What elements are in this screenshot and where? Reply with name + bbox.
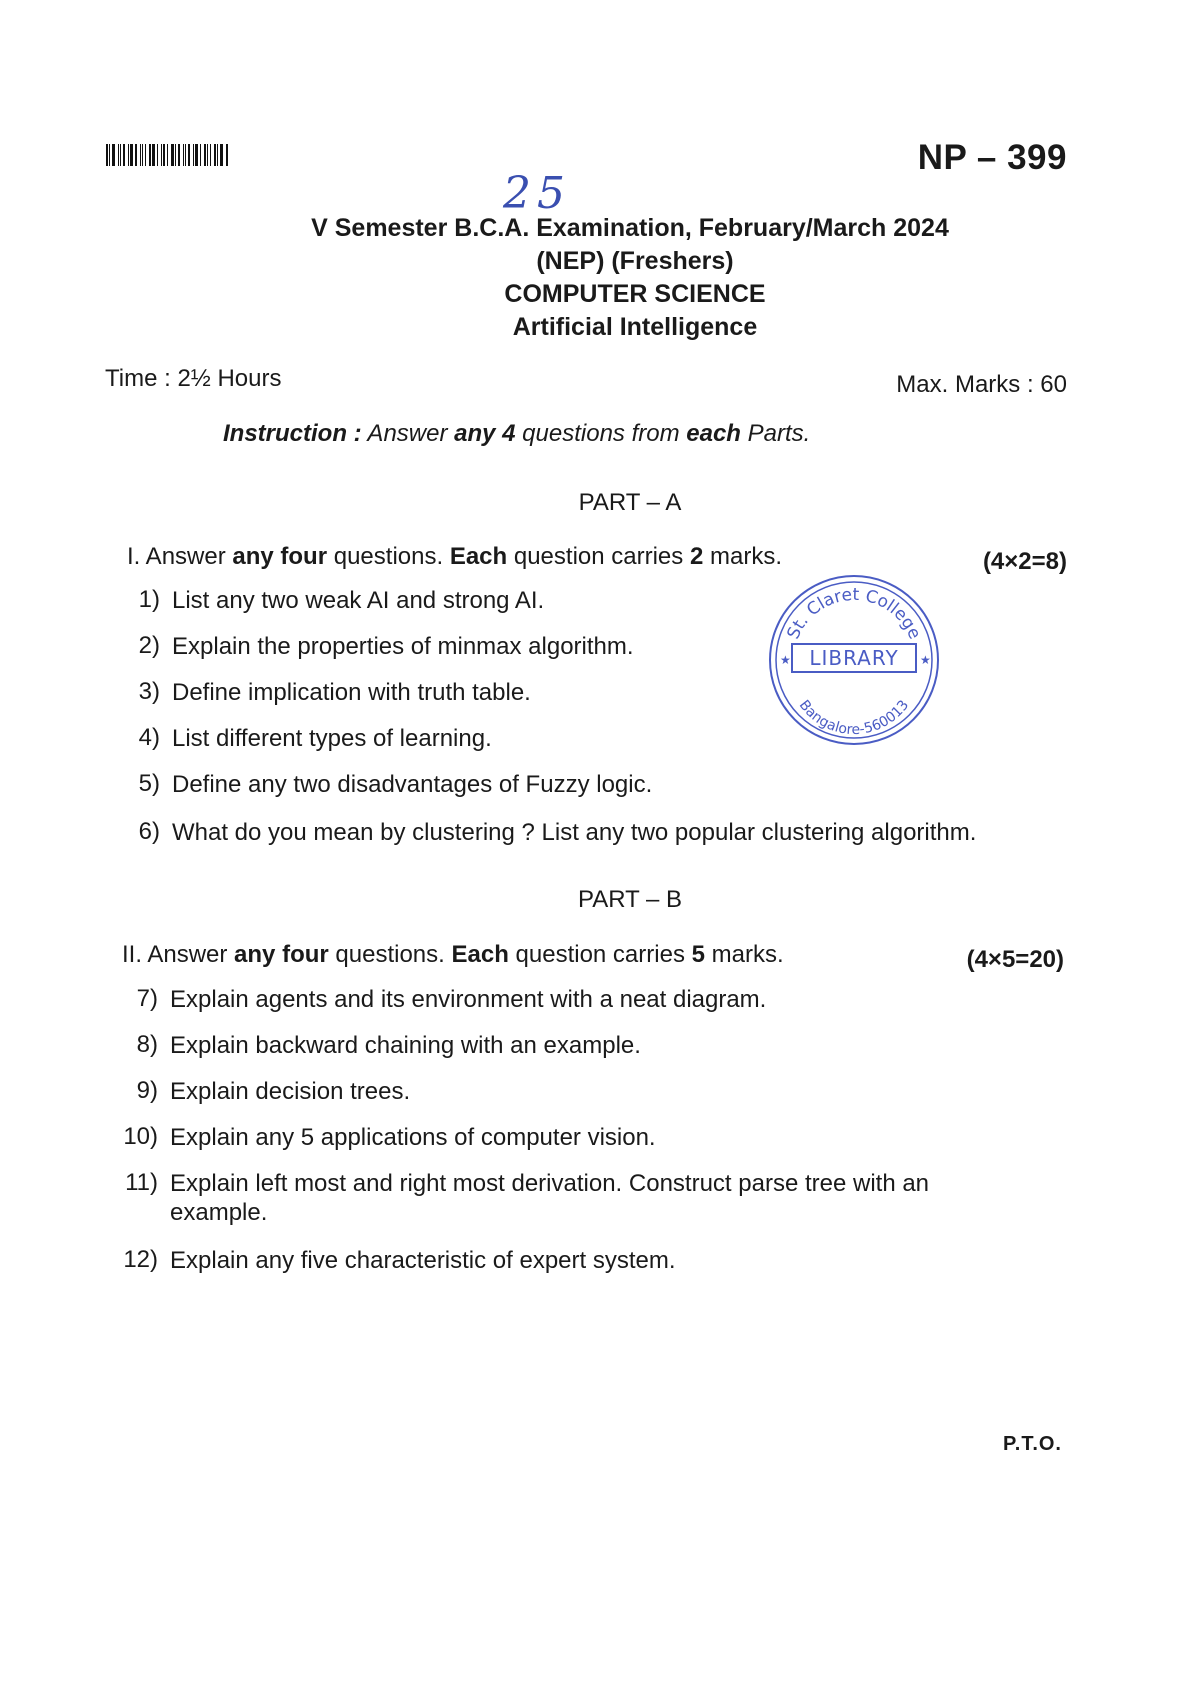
barcode-bar — [175, 144, 176, 166]
barcode-bar — [161, 144, 162, 166]
question-item — [98, 1031, 998, 1060]
barcode-bar — [109, 144, 110, 166]
question-item — [98, 1169, 1018, 1227]
question-text: Define implication with truth table. — [172, 679, 531, 706]
question-text: List any two weak AI and strong AI. — [172, 587, 545, 614]
directions-text: question carries — [507, 543, 690, 570]
stamp-top-text: St. Claret College — [783, 584, 925, 643]
question-item — [100, 724, 860, 753]
exam-scheme: (NEP) (Freshers) — [536, 247, 734, 275]
question-item — [100, 586, 860, 615]
barcode-bar — [226, 144, 228, 166]
directions-text: marks. — [704, 941, 784, 968]
barcode-bar — [210, 144, 211, 166]
barcode-bar — [220, 144, 223, 166]
question-text: Explain backward chaining with an example. — [170, 1032, 641, 1059]
barcode-bar — [167, 144, 168, 166]
time-allowed: Time : 2½ Hours — [105, 365, 282, 392]
barcode-bar — [214, 144, 216, 166]
barcode-bar — [200, 144, 201, 166]
directions-emphasis: Each — [449, 543, 508, 570]
barcode-bar — [135, 144, 137, 166]
page-turn-over: P.T.O. — [1003, 1433, 1062, 1455]
question-item — [100, 678, 860, 707]
barcode-bar — [152, 144, 155, 166]
directions-emphasis: 2 — [689, 543, 704, 570]
question-number: 5) — [138, 770, 160, 797]
barcode-bar — [142, 144, 143, 166]
question-number: 4) — [138, 724, 160, 751]
barcode-bar — [157, 144, 158, 166]
barcode-bar — [118, 144, 119, 166]
barcode-bar — [195, 144, 198, 166]
stamp-bottom-text: Bangalore-560013 — [795, 697, 913, 739]
question-number: 2) — [138, 632, 160, 659]
question-text: Explain left most and right most derivation. Construct parse tree with an example. — [170, 1170, 930, 1226]
part-a-title: PART – A — [578, 489, 682, 516]
barcode-bar — [163, 144, 165, 166]
part-b-directions — [122, 941, 784, 969]
question-text: Define any two disadvantages of Fuzzy logic. — [172, 771, 653, 798]
question-item — [98, 1123, 998, 1152]
instruction-emphasis: each — [686, 420, 741, 447]
question-number: 1) — [138, 586, 160, 613]
barcode-bar — [112, 144, 115, 166]
barcode-bar — [183, 144, 184, 166]
question-item — [100, 770, 860, 799]
instruction — [223, 420, 810, 448]
question-item — [98, 1077, 998, 1106]
barcode-bar — [188, 144, 190, 166]
question-text: Explain agents and its environment with a neat diagram. — [170, 986, 767, 1013]
question-text: List different types of learning. — [172, 725, 492, 752]
exam-course: Artificial Intelligence — [512, 313, 758, 341]
barcode-bar — [140, 144, 141, 166]
part-a-marks: (4×2=8) — [982, 548, 1067, 575]
directions-text: marks. — [703, 543, 782, 570]
barcode-bar — [217, 144, 218, 166]
barcode — [106, 144, 250, 166]
exam-subject: COMPUTER SCIENCE — [504, 280, 766, 308]
barcode-bar — [207, 144, 208, 166]
question-number: 3) — [138, 678, 160, 705]
instruction-text: Parts. — [740, 420, 811, 447]
directions-text: II. Answer — [122, 941, 235, 968]
question-item — [98, 985, 998, 1014]
directions-text: I. Answer — [127, 543, 233, 570]
directions-emphasis: Each — [451, 941, 509, 968]
question-item — [100, 632, 860, 661]
directions-emphasis: 5 — [691, 941, 705, 968]
barcode-bar — [130, 144, 133, 166]
part-b-title: PART – B — [577, 886, 683, 913]
directions-text: questions. — [328, 941, 452, 968]
stamp-star-icon: ★ — [780, 653, 791, 667]
barcode-bar — [106, 144, 108, 166]
question-text: Explain any five characteristic of expert system. — [170, 1247, 676, 1274]
instruction-label: Instruction : — [223, 420, 362, 447]
barcode-bar — [145, 144, 146, 166]
barcode-bar — [123, 144, 125, 166]
barcode-bar — [128, 144, 129, 166]
question-number: 6) — [138, 818, 160, 845]
stamp-center-text: LIBRARY — [809, 646, 899, 670]
barcode-bar — [120, 144, 121, 166]
question-number: 9) — [136, 1077, 158, 1104]
barcode-bar — [204, 144, 206, 166]
question-number: 7) — [136, 985, 158, 1012]
question-number: 10) — [123, 1123, 158, 1150]
question-item — [98, 1246, 998, 1275]
part-b-marks: (4×5=20) — [966, 946, 1064, 973]
barcode-bar — [193, 144, 194, 166]
barcode-bar — [185, 144, 186, 166]
directions-emphasis: any four — [232, 543, 328, 570]
directions-emphasis: any four — [234, 941, 329, 968]
handwritten-mark: 25 — [503, 168, 571, 219]
question-text: Explain the properties of minmax algorithm. — [172, 633, 634, 660]
barcode-bar — [178, 144, 180, 166]
exam-title: V Semester B.C.A. Examination, February/March 2024 — [311, 214, 949, 242]
question-text: What do you mean by clustering ? List any two popular clustering algorithm. — [172, 819, 977, 846]
directions-text: questions. — [327, 543, 450, 570]
directions-text: question carries — [508, 941, 692, 968]
instruction-text: Answer — [361, 420, 455, 447]
max-marks: Max. Marks : 60 — [896, 371, 1067, 398]
question-number: 11) — [125, 1169, 158, 1196]
question-text: Explain decision trees. — [170, 1078, 411, 1105]
question-number: 8) — [136, 1031, 158, 1058]
question-number: 12) — [123, 1246, 158, 1273]
stamp-star-icon: ★ — [920, 653, 931, 667]
part-a-directions — [127, 543, 782, 571]
question-item — [100, 818, 1100, 847]
instruction-text: questions from — [515, 420, 687, 447]
instruction-emphasis: any 4 — [454, 420, 516, 447]
question-text: Explain any 5 applications of computer vision. — [170, 1124, 656, 1151]
library-stamp — [766, 572, 942, 748]
barcode-bar — [171, 144, 174, 166]
barcode-bar — [149, 144, 151, 166]
paper-code: NP – 399 — [917, 138, 1067, 177]
